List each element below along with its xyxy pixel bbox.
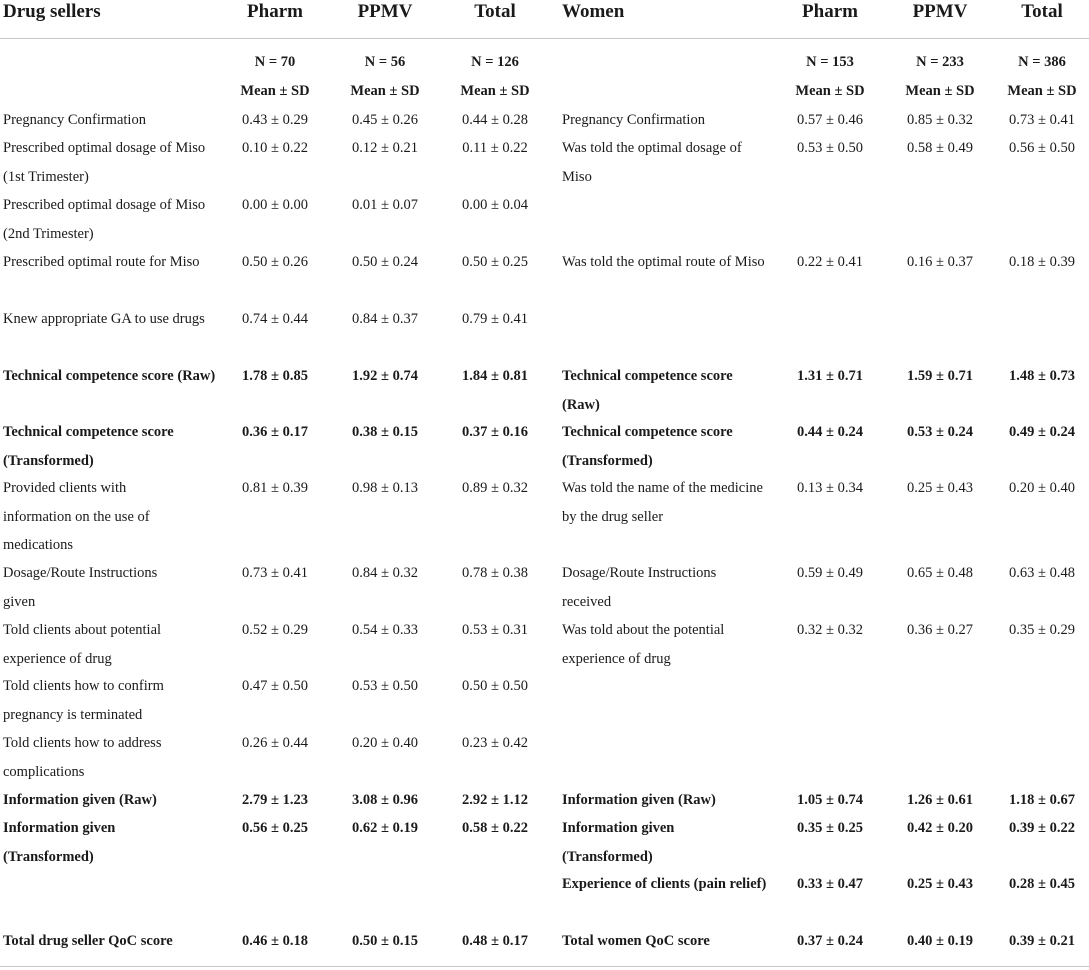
ppmv-header-right: PPMV — [912, 1, 968, 22]
value-ppmv-left: 0.45 ± 0.26 — [352, 112, 418, 128]
row-label-left: Pregnancy Confirmation — [3, 112, 146, 128]
value-total-right: 0.39 ± 0.22 — [1009, 820, 1075, 836]
value-ppmv-left: 0.20 ± 0.40 — [352, 735, 418, 751]
mean-sd-ppmv-right: Mean ± SD — [905, 83, 975, 99]
value-ppmv-left: 0.12 ± 0.21 — [352, 140, 418, 156]
row-label-right: Technical competence score (Transformed) — [562, 424, 733, 469]
value-total-right: 0.49 ± 0.24 — [1009, 424, 1075, 440]
total-header-left: Total — [474, 1, 516, 22]
value-ppmv-left: 0.38 ± 0.15 — [352, 424, 418, 440]
n-pharm-right: N = 153 — [806, 54, 854, 70]
value-total-left: 2.92 ± 1.12 — [462, 792, 528, 808]
row-label-right: Technical competence score (Raw) — [562, 368, 733, 413]
row-label-left: Told clients how to address complications — [3, 735, 162, 780]
row-label-left: Prescribed optimal dosage of Miso (1st Trimester) — [3, 140, 206, 185]
value-ppmv-right: 1.59 ± 0.71 — [907, 368, 973, 384]
row-label-right: Pregnancy Confirmation — [562, 112, 705, 128]
mean-sd-pharm-left: Mean ± SD — [240, 83, 310, 99]
value-ppmv-left: 0.54 ± 0.33 — [352, 622, 418, 638]
value-total-right: 0.56 ± 0.50 — [1009, 140, 1075, 156]
value-ppmv-right: 0.40 ± 0.19 — [907, 933, 973, 949]
drug-sellers-header: Drug sellers — [3, 1, 101, 22]
value-ppmv-right: 0.16 ± 0.37 — [907, 254, 973, 270]
mean-sd-ppmv-left: Mean ± SD — [350, 83, 420, 99]
n-pharm-left: N = 70 — [254, 54, 296, 70]
value-ppmv-left: 1.92 ± 0.74 — [352, 368, 418, 384]
row-label-left: Technical competence score (Raw) — [3, 368, 216, 384]
bottom-rule — [0, 966, 1089, 967]
row-label-left: Technical competence score (Transformed) — [3, 424, 174, 469]
value-pharm-left: 0.26 ± 0.44 — [242, 735, 308, 751]
value-total-left: 0.78 ± 0.38 — [462, 565, 528, 581]
value-total-left: 0.50 ± 0.50 — [462, 678, 528, 694]
value-pharm-left: 0.56 ± 0.25 — [242, 820, 308, 836]
row-label-right: Information given (Raw) — [562, 792, 716, 808]
value-total-left: 0.37 ± 0.16 — [462, 424, 528, 440]
value-total-right: 0.39 ± 0.21 — [1009, 933, 1075, 949]
value-pharm-right: 0.13 ± 0.34 — [797, 480, 863, 496]
value-ppmv-left: 0.62 ± 0.19 — [352, 820, 418, 836]
row-label-left: Provided clients with information on the use of medications — [3, 480, 150, 553]
row-label-right: Was told the name of the medicine by the drug seller — [562, 480, 763, 525]
value-pharm-left: 2.79 ± 1.23 — [242, 792, 308, 808]
row-label-right: Dosage/Route Instructions received — [562, 565, 717, 610]
mean-sd-total-left: Mean ± SD — [460, 83, 530, 99]
value-ppmv-right: 1.26 ± 0.61 — [907, 792, 973, 808]
value-ppmv-left: 0.01 ± 0.07 — [352, 197, 418, 213]
total-header-right: Total — [1021, 1, 1063, 22]
value-total-left: 0.58 ± 0.22 — [462, 820, 528, 836]
value-total-left: 1.84 ± 0.81 — [462, 368, 528, 384]
value-total-right: 0.20 ± 0.40 — [1009, 480, 1075, 496]
value-total-right: 0.73 ± 0.41 — [1009, 112, 1075, 128]
row-label-right: Total women QoC score — [562, 933, 710, 949]
value-pharm-right: 1.05 ± 0.74 — [797, 792, 863, 808]
value-ppmv-left: 0.50 ± 0.15 — [352, 933, 418, 949]
n-ppmv-left: N = 56 — [364, 54, 406, 70]
value-pharm-left: 0.36 ± 0.17 — [242, 424, 308, 440]
value-pharm-right: 0.59 ± 0.49 — [797, 565, 863, 581]
pharm-header-left: Pharm — [247, 1, 303, 22]
value-ppmv-right: 0.85 ± 0.32 — [907, 112, 973, 128]
women-header: Women — [562, 1, 625, 22]
n-total-left: N = 126 — [471, 54, 519, 70]
value-total-right: 0.63 ± 0.48 — [1009, 565, 1075, 581]
n-total-right: N = 386 — [1018, 54, 1066, 70]
value-pharm-right: 1.31 ± 0.71 — [797, 368, 863, 384]
value-total-right: 0.18 ± 0.39 — [1009, 254, 1075, 270]
value-total-right: 0.35 ± 0.29 — [1009, 622, 1075, 638]
value-total-left: 0.00 ± 0.04 — [462, 197, 528, 213]
value-pharm-left: 0.47 ± 0.50 — [242, 678, 308, 694]
value-pharm-right: 0.35 ± 0.25 — [797, 820, 863, 836]
value-ppmv-left: 0.84 ± 0.37 — [352, 311, 418, 327]
value-ppmv-right: 0.65 ± 0.48 — [907, 565, 973, 581]
value-pharm-left: 0.50 ± 0.26 — [242, 254, 308, 270]
header-rule — [0, 38, 1089, 39]
value-pharm-right: 0.33 ± 0.47 — [797, 876, 863, 892]
value-total-left: 0.11 ± 0.22 — [462, 140, 528, 156]
value-pharm-left: 0.10 ± 0.22 — [242, 140, 308, 156]
row-label-left: Information given (Transformed) — [3, 820, 116, 865]
value-ppmv-right: 0.42 ± 0.20 — [907, 820, 973, 836]
value-ppmv-left: 0.84 ± 0.32 — [352, 565, 418, 581]
mean-sd-total-right: Mean ± SD — [1007, 83, 1077, 99]
value-pharm-left: 0.46 ± 0.18 — [242, 933, 308, 949]
value-pharm-right: 0.44 ± 0.24 — [797, 424, 863, 440]
value-pharm-left: 0.73 ± 0.41 — [242, 565, 308, 581]
row-label-left: Information given (Raw) — [3, 792, 157, 808]
value-total-right: 0.28 ± 0.45 — [1009, 876, 1075, 892]
value-pharm-left: 0.43 ± 0.29 — [242, 112, 308, 128]
n-ppmv-right: N = 233 — [916, 54, 964, 70]
value-total-right: 1.48 ± 0.73 — [1009, 368, 1075, 384]
row-label-right: Experience of clients (pain relief) — [562, 876, 767, 892]
value-ppmv-right: 0.25 ± 0.43 — [907, 876, 973, 892]
value-total-left: 0.23 ± 0.42 — [462, 735, 528, 751]
row-label-right: Was told the optimal dosage of Miso — [562, 140, 742, 185]
value-pharm-right: 0.37 ± 0.24 — [797, 933, 863, 949]
value-pharm-left: 0.52 ± 0.29 — [242, 622, 308, 638]
value-pharm-right: 0.22 ± 0.41 — [797, 254, 863, 270]
row-label-left: Total drug seller QoC score — [3, 933, 173, 949]
row-label-right: Was told the optimal route of Miso — [562, 254, 765, 270]
ppmv-header-left: PPMV — [357, 1, 413, 22]
value-pharm-right: 0.32 ± 0.32 — [797, 622, 863, 638]
value-ppmv-left: 0.98 ± 0.13 — [352, 480, 418, 496]
value-total-left: 0.53 ± 0.31 — [462, 622, 528, 638]
row-label-right: Was told about the potential experience of drug — [562, 622, 725, 667]
value-pharm-right: 0.53 ± 0.50 — [797, 140, 863, 156]
row-label-left: Knew appropriate GA to use drugs — [3, 311, 205, 327]
value-ppmv-right: 0.36 ± 0.27 — [907, 622, 973, 638]
value-ppmv-left: 0.53 ± 0.50 — [352, 678, 418, 694]
value-total-left: 0.89 ± 0.32 — [462, 480, 528, 496]
value-pharm-left: 0.81 ± 0.39 — [242, 480, 308, 496]
pharm-header-right: Pharm — [802, 1, 858, 22]
value-pharm-left: 0.74 ± 0.44 — [242, 311, 308, 327]
row-label-left: Prescribed optimal dosage of Miso (2nd Trimester) — [3, 197, 206, 242]
row-label-right: Information given (Transformed) — [562, 820, 675, 865]
value-pharm-left: 0.00 ± 0.00 — [242, 197, 308, 213]
value-total-left: 0.44 ± 0.28 — [462, 112, 528, 128]
value-total-left: 0.48 ± 0.17 — [462, 933, 528, 949]
value-pharm-right: 0.57 ± 0.46 — [797, 112, 863, 128]
value-total-right: 1.18 ± 0.67 — [1009, 792, 1075, 808]
row-label-left: Dosage/Route Instructions given — [3, 565, 158, 610]
value-total-left: 0.79 ± 0.41 — [462, 311, 528, 327]
value-total-left: 0.50 ± 0.25 — [462, 254, 528, 270]
value-ppmv-right: 0.25 ± 0.43 — [907, 480, 973, 496]
value-pharm-left: 1.78 ± 0.85 — [242, 368, 308, 384]
row-label-left: Told clients about potential experience of drug — [3, 622, 162, 667]
value-ppmv-right: 0.58 ± 0.49 — [907, 140, 973, 156]
row-label-left: Prescribed optimal route for Miso — [3, 254, 200, 270]
value-ppmv-left: 0.50 ± 0.24 — [352, 254, 418, 270]
value-ppmv-right: 0.53 ± 0.24 — [907, 424, 973, 440]
row-label-left: Told clients how to confirm pregnancy is terminated — [3, 678, 164, 723]
mean-sd-pharm-right: Mean ± SD — [795, 83, 865, 99]
value-ppmv-left: 3.08 ± 0.96 — [352, 792, 418, 808]
